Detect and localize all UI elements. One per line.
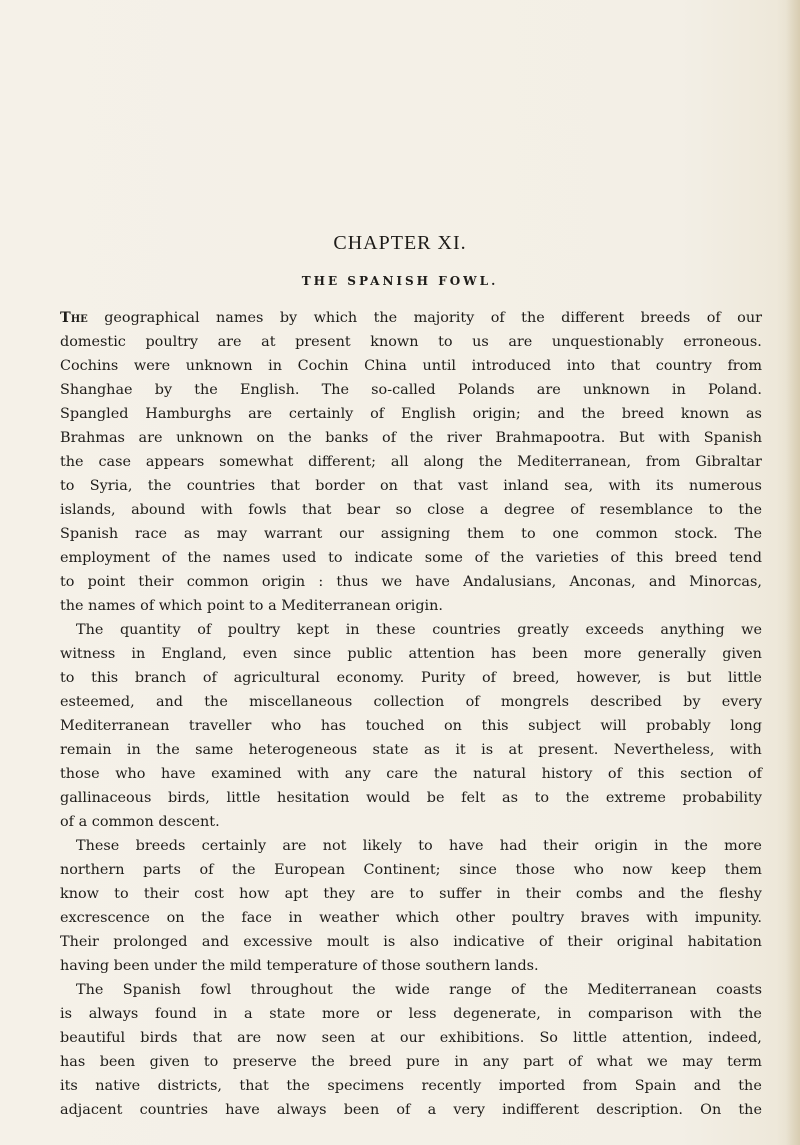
text-line: excrescence on the face in weather which other poultry braves with impunity. — [60, 910, 762, 926]
text-line: of a common descent. — [60, 814, 220, 830]
text-line: Brahmas are unknown on the banks of the river Brahmapootra. But with Spanish — [60, 430, 762, 446]
text-line: to Syria, the countries that border on that vast inland sea, with its numerous — [60, 478, 762, 494]
text-line: Their prolonged and excessive moult is also indicative of their original habitation — [60, 934, 762, 950]
text-line: to point their common origin : thus we have Andalusians, Anconas, and Minorcas, — [60, 574, 762, 590]
text-line: gallinaceous birds, little hesitation would be felt as to the extreme probability — [60, 790, 762, 806]
text-line: to this branch of agricultural economy. Purity of breed, however, is but little — [60, 670, 762, 686]
text-line: its native districts, that the specimens recently imported from Spain and the — [60, 1078, 762, 1094]
text-line: has been given to preserve the breed pure in any part of what we may term — [60, 1054, 762, 1070]
text-line: beautiful birds that are now seen at our exhibitions. So little attention, indeed, — [60, 1030, 762, 1046]
text-line: The Spanish fowl throughout the wide range of the Mediterranean coasts — [76, 982, 762, 998]
text-line: know to their cost how apt they are to suffer in their combs and the fleshy — [60, 886, 762, 902]
text-line: witness in England, even since public attention has been more generally given — [60, 646, 762, 662]
text-line: remain in the same heterogeneous state as it is at present. Nevertheless, with — [60, 742, 762, 758]
text-line: islands, abound with fowls that bear so close a degree of resemblance to the — [60, 502, 762, 518]
text-line: employment of the names used to indicate some of the varieties of this breed tend — [60, 550, 762, 566]
text-line: Cochins were unknown in Cochin China until introduced into that country from — [60, 358, 762, 374]
text-line: adjacent countries have always been of a very indifferent description. On the — [60, 1102, 762, 1118]
text-line: is always found in a state more or less degenerate, in comparison with the — [60, 1006, 762, 1022]
text-line: Spangled Hamburghs are certainly of English origin; and the breed known as — [60, 406, 762, 422]
body-text — [60, 306, 762, 1122]
text-line: Shanghae by the English. The so-called Polands are unknown in Poland. — [60, 382, 762, 398]
text-line: These breeds certainly are not likely to have had their origin in the more — [76, 838, 762, 854]
text-line: Spanish race as may warrant our assigning them to one common stock. The — [60, 526, 762, 542]
page-edge-shadow — [786, 0, 800, 1145]
text-line: the names of which point to a Mediterranean origin. — [60, 598, 443, 614]
chapter-heading: CHAPTER XI. — [333, 232, 467, 254]
text-line: domestic poultry are at present known to us are unquestionably erroneous. — [60, 334, 762, 350]
text-line: The quantity of poultry kept in these countries greatly exceeds anything we — [76, 622, 762, 638]
text-line: northern parts of the European Continent; since those who now keep them — [60, 862, 762, 878]
text-line: Mediterranean traveller who has touched on this subject will probably long — [60, 718, 762, 734]
text-line: those who have examined with any care the natural history of this section of — [60, 766, 762, 782]
section-heading: THE SPANISH FOWL. — [301, 274, 499, 288]
text-line: having been under the mild temperature of those southern lands. — [60, 958, 539, 974]
text-line: the case appears somewhat different; all along the Mediterranean, from Gibraltar — [60, 454, 762, 470]
text-line: The geographical names by which the majority of the different breeds of our — [60, 309, 762, 326]
text-line: esteemed, and the miscellaneous collection of mongrels described by every — [60, 694, 762, 710]
